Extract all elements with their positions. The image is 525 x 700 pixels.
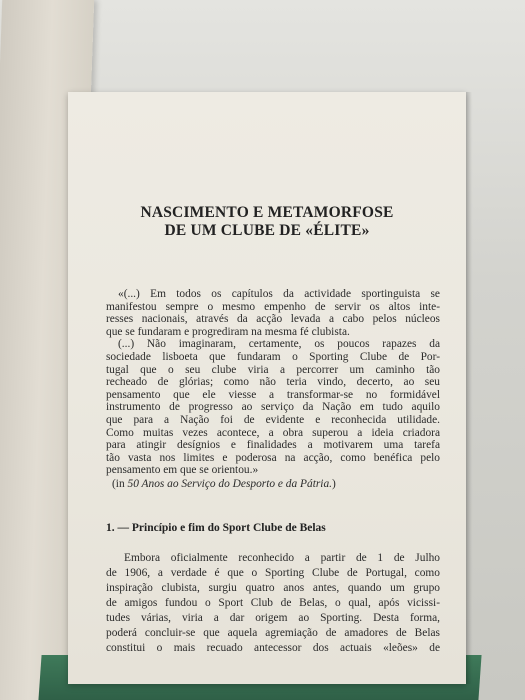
quote-line: «(...) Em todos os capítulos da actividade sportinguista se — [118, 288, 440, 300]
body-line: poderá concluir-se que aquela agremiação de amadores de Belas — [106, 627, 440, 639]
body-line: Embora oficialmente reconhecido a partir de 1 de Julho — [124, 552, 440, 564]
quote-line: resses nacionais, através da acção levada a cabo pelos núcleos — [106, 313, 440, 326]
chapter-title-line-1: NASCIMENTO E METAMORFOSE — [140, 204, 394, 221]
quote-line: pensamento em que se orientou.» — [106, 464, 259, 477]
quote-line: para atingir desígnios e finalidades a motivarem uma tarefa — [106, 439, 440, 452]
quote-line: sociedade lisboeta que fundaram o Sporting Clube de Por- — [106, 351, 440, 363]
quote-line: tão vasta nos limites e poderosa na acção, como benéfica pelo — [106, 451, 440, 464]
quote-source — [112, 478, 432, 491]
quote-source-suffix: ) — [332, 478, 336, 490]
quote-line: pensamento que ele viesse a transformar-se no formidável — [106, 388, 440, 401]
quote-line: manifestou sempre o mesmo empenho de servir os altos inte- — [106, 300, 440, 313]
quote-line: instrumento de progresso ao serviço da Nação em tudo aquilo — [106, 401, 440, 414]
page-shadow — [466, 92, 472, 684]
body-line: de amigos fundou o Sport Club de Belas, o qual, após vicissi- — [106, 597, 440, 609]
quote-line: (...) Não imaginaram, certamente, os poucos rapazes da — [118, 338, 440, 351]
quote-line: que para a Nação foi de evidente e reconhecida utilidade. — [106, 414, 440, 426]
body-line: inspiração clubista, surgiu quatro anos antes, quando um grupo — [106, 582, 440, 594]
chapter-title-line-2: DE UM CLUBE DE «ÉLITE» — [164, 222, 370, 239]
body-line: de 1906, a verdade é que o Sporting Clube de Portugal, como — [106, 567, 440, 579]
book-page — [68, 92, 466, 684]
quote-source-prefix: (in — [112, 478, 128, 490]
body-line: tudes várias, viria a dar origem ao Sporting. Desta forma, — [106, 612, 440, 624]
quote-line: tugal que o seu clube viria a percorrer um caminho tão — [106, 363, 440, 376]
section-heading: 1. — Princípio e fim do Sport Clube de Belas — [106, 522, 326, 534]
quote-line: Como muitas vezes acontece, a obra superou a ideia criadora — [106, 426, 440, 439]
body-line: constitui o mais recuado antecessor dos actuais «leões» de — [106, 642, 440, 654]
quote-line: que se fundaram e progrediram na mesma fé clubista. — [106, 325, 350, 338]
quote-source-title: 50 Anos ao Serviço do Desporto e da Pátria. — [127, 478, 333, 490]
quote-line: recheado de glórias; como não teria vindo, decerto, ao seu — [106, 376, 440, 389]
